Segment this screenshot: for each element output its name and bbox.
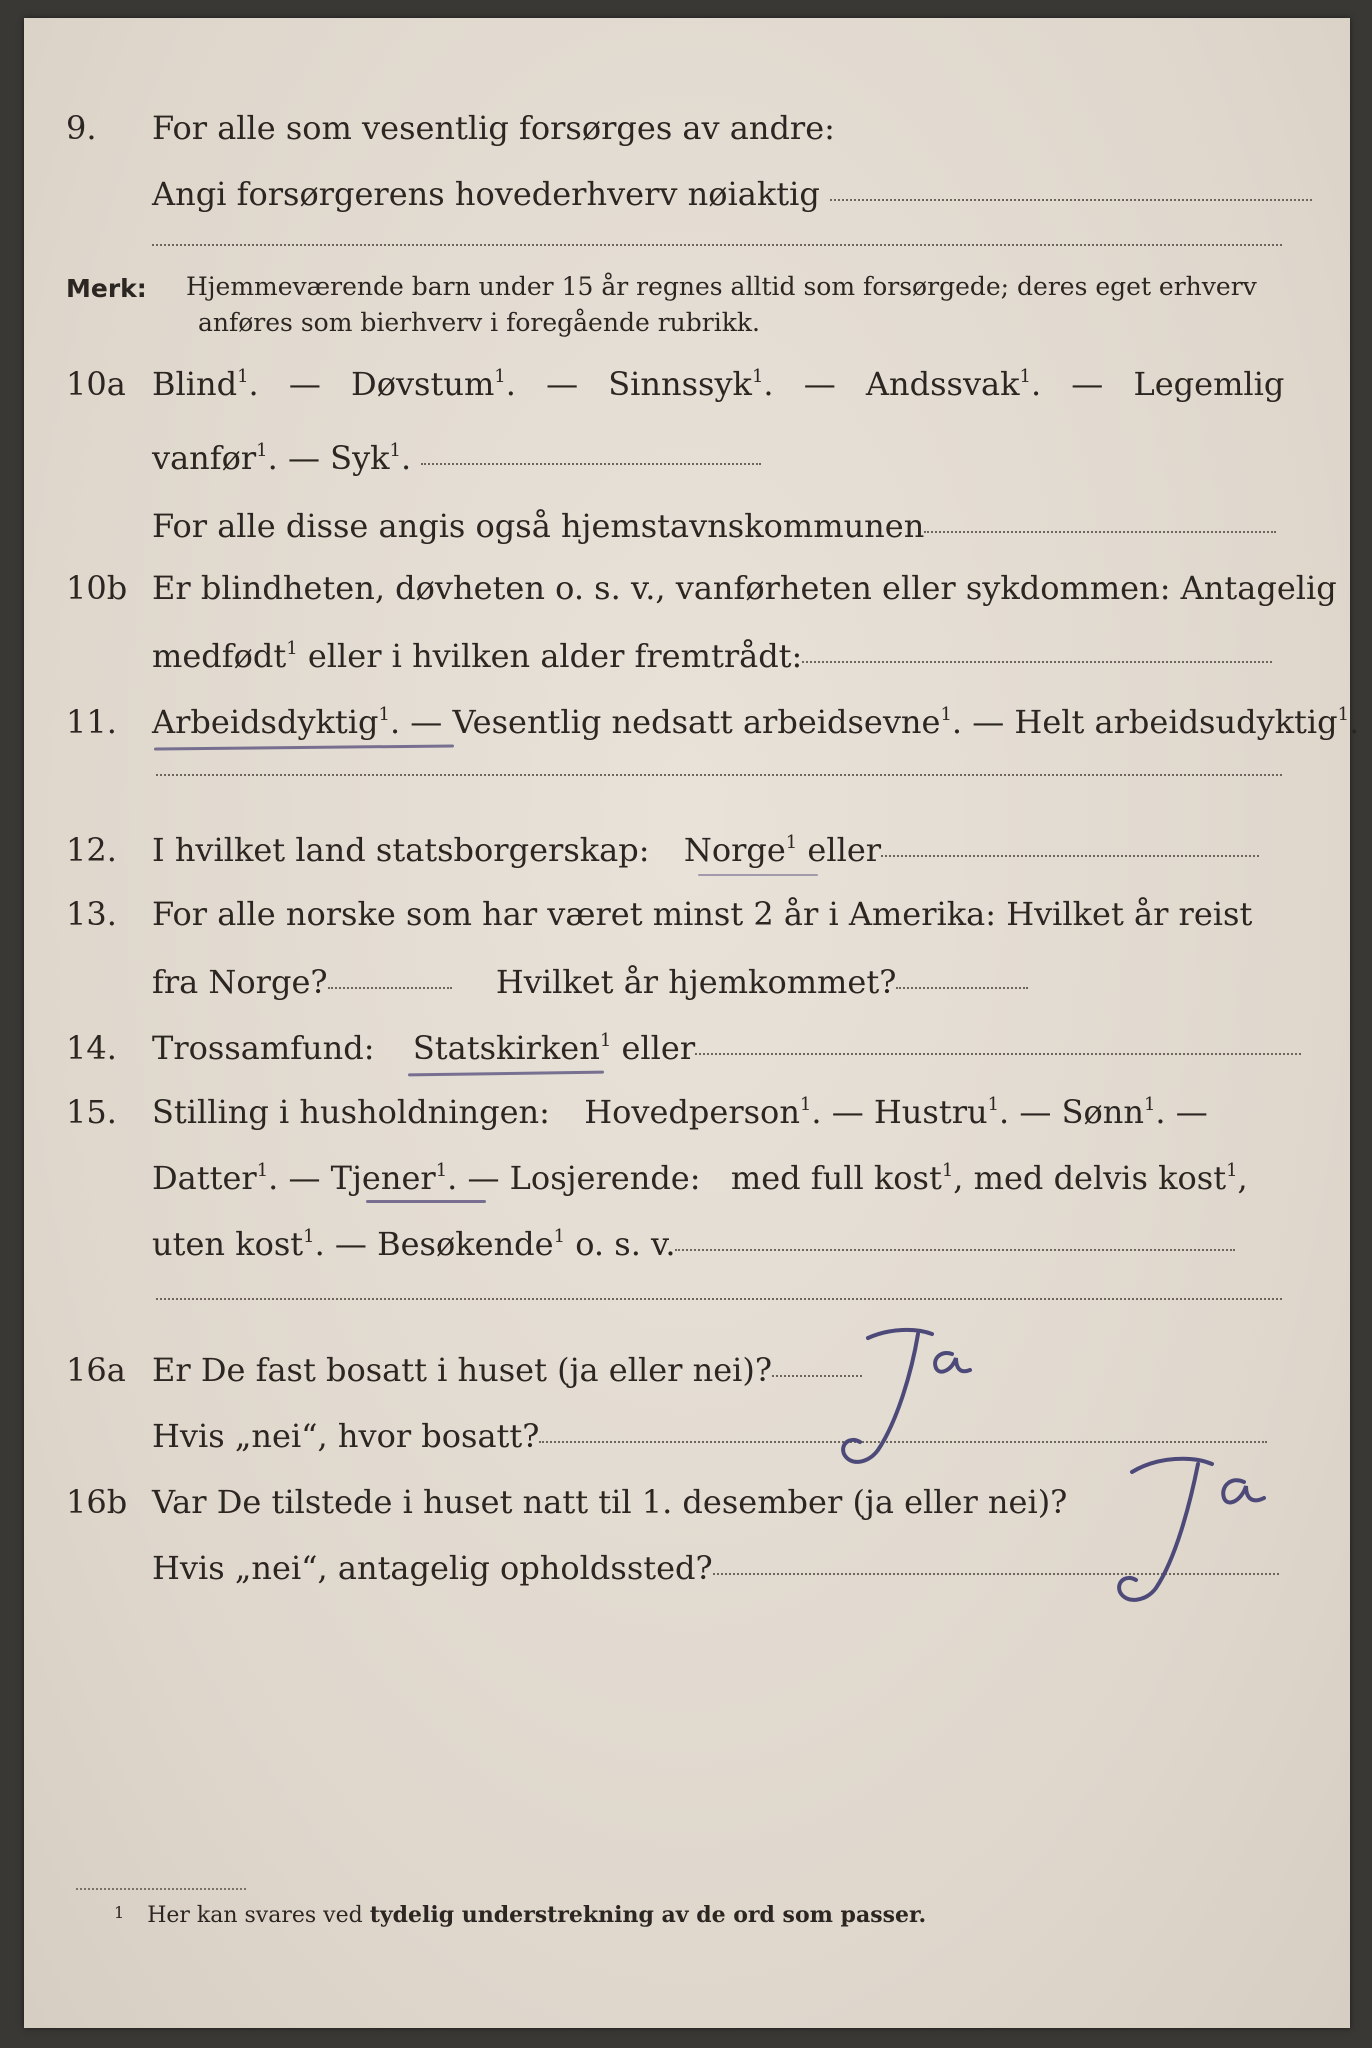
option-tjener[interactable]: Tjener [330, 1159, 436, 1197]
merk-text-line1: Hjemmeværende barn under 15 år regnes alltid som forsørgede; deres eget erhverv [186, 272, 1257, 301]
footnote-mark: 1 [1143, 1094, 1156, 1115]
footnote [114, 1902, 926, 1928]
handwritten-answer-16a [820, 1310, 990, 1484]
q12-number: 12. [66, 831, 117, 869]
option-blind[interactable]: Blind [152, 365, 238, 403]
option-statskirken[interactable]: Statskirken [412, 1029, 600, 1067]
option-besokende[interactable]: Besøkende [377, 1225, 554, 1263]
merk-label: Merk: [66, 274, 147, 303]
option-hustru[interactable]: Hustru [873, 1093, 988, 1131]
q10a-answer-line[interactable] [421, 463, 761, 465]
option-legemlig[interactable]: Legemlig [1133, 365, 1285, 403]
option-nedsatt-arbeidsevne[interactable]: Vesentlig nedsatt arbeidsevne [452, 703, 941, 741]
q15-answer-line[interactable] [675, 1249, 1235, 1251]
q9-answer-line[interactable] [830, 199, 1312, 201]
q10b-question: Er blindheten, døvheten o. s. v., vanførheten eller sykdommen: Antagelig [152, 569, 1337, 607]
q15-extra-line[interactable] [156, 1298, 1282, 1300]
q10b-answer-line[interactable] [802, 661, 1272, 663]
q16a-question: Er De fast bosatt i huset (ja eller nei)? [152, 1351, 773, 1389]
footnote-mark: 1 [940, 704, 952, 725]
option-losjerende: Losjerende: [509, 1159, 701, 1197]
footnote-mark: 1 [799, 1094, 812, 1115]
footnote-mark: 1 [941, 1160, 954, 1181]
footnote-mark: 1 [303, 1226, 315, 1247]
q9-prompt: Angi forsørgerens hovederhverv nøiaktig [152, 175, 820, 213]
handwriting-ja-16a [820, 1310, 990, 1480]
q16a-number: 16a [66, 1351, 126, 1389]
census-form-page: 9. For alle som vesentlig forsørges av andre: Angi forsørgerens hovederhverv nøiaktig Merk: Hjemmeværende barn under 15 år regnes alltid som forsørgede; deres eget erhverv anføres som bierhverv i foregående rubrikk. 10a Blind$^1$. — Døvstum$^1$. — Sinnssyk$^1$. — Andssvak$^1$. — Legemlig vanfør$^1$. — Syk$^1$. For alle disse angis også hjemstavnskommunen 10b Er blindheten, døvheten o. s. v., vanførheten eller sykdommen: Antagelig medfødt$^1$ eller i hvilken alder fremtrådt: 11. Arbeidsdyktig$^1$. — Vesentlig nedsatt arbeidsevne$^1$. — Helt arbeidsudyktig$^1$. 12. I hvilket land statsborgerskap: Norge$^1$ eller 13. For alle norske som har været minst 2 år i Amerika: Hvilket år reist fra Norge? Hvilket år hjemkommet? 14. Trossamfund: Statskirken$^1$ eller 15. Stilling i husholdningen: Hovedperson$^1$. — Hustru$^1$. — Sønn$^1$. — Datter$^1$. — Tjener$^1$. — Losjerende: med full kost$^1$, med delvis kost$^1$, uten kost$^1$. — Besøkende$^1$ o. s. v. 16a Er De fast bosatt i huset (ja eller nei)? Hvis „nei“, hvor bosatt? Ja 16b Var De tilstede i huset natt til 1. desember (ja eller nei)? Hvis „nei“, antagelig opholdssted? Ja 1 Her kan svares ved tydelig understrekning av de ord som passer. [24, 18, 1350, 2028]
footnote-mark: 1 [286, 638, 298, 659]
q13-fra-prompt: fra Norge? [152, 963, 328, 1001]
q12-answer-line[interactable] [881, 855, 1259, 857]
footnote-mark: 1 [114, 1903, 125, 1922]
option-arbeidsdyktig[interactable]: Arbeidsdyktig [152, 703, 379, 741]
q14-number: 14. [66, 1029, 117, 1067]
q13-number: 13. [66, 895, 117, 933]
q13-hjem-prompt: Hvilket år hjemkommet? [495, 963, 897, 1001]
footnote-mark: 1 [435, 1160, 448, 1181]
q15-question: Stilling i husholdningen: [152, 1093, 550, 1131]
q11-number: 11. [66, 703, 117, 741]
footnote-mark: 1 [599, 1030, 612, 1051]
q12-question: I hvilket land statsborgerskap: [152, 831, 650, 869]
q11-extra-line[interactable] [156, 774, 1282, 776]
answer-16a-text: Ja [970, 1470, 971, 1471]
option-datter[interactable]: Datter [152, 1159, 257, 1197]
option-syk[interactable]: Syk [330, 439, 390, 477]
q16b-number: 16b [66, 1483, 128, 1521]
footnote-bold-text: tydelig understrekning av de ord som passer. [369, 1902, 927, 1928]
option-vanfor[interactable]: vanfør [152, 439, 257, 477]
option-norge[interactable]: Norge [683, 831, 786, 869]
q9-question: For alle som vesentlig forsørges av andre: [152, 109, 835, 147]
q16b-hvis-prompt: Hvis „nei“, antagelig opholdssted? [152, 1549, 713, 1587]
footnote-rule [76, 1888, 246, 1890]
footnote-mark: 1 [751, 366, 764, 387]
footnote-mark: 1 [987, 1094, 1000, 1115]
option-hovedperson[interactable]: Hovedperson [584, 1093, 800, 1131]
footnote-mark: 1 [378, 704, 390, 725]
footnote-mark: 1 [1337, 704, 1350, 725]
pen-underline-tjener [366, 1200, 486, 1203]
q9-number: 9. [66, 109, 97, 147]
q14-answer-line[interactable] [695, 1053, 1301, 1055]
footnote-mark: 1 [389, 440, 401, 461]
q16b-question: Var De tilstede i huset natt til 1. desember (ja eller nei)? [152, 1483, 1068, 1521]
footnote-mark: 1 [256, 440, 268, 461]
option-full-kost[interactable]: med full kost [730, 1159, 942, 1197]
merk-text-line2: anføres som bierhverv i foregående rubrikk. [198, 308, 760, 337]
footnote-mark: 1 [494, 366, 506, 387]
footnote-mark: 1 [785, 832, 798, 853]
q15-number: 15. [66, 1093, 117, 1131]
option-sinnssyk[interactable]: Sinnssyk [608, 365, 752, 403]
q13-hjem-line[interactable] [896, 987, 1028, 989]
q13-fra-line[interactable] [328, 987, 452, 989]
q13-question: For alle norske som har været minst 2 år i Amerika: Hvilket år reist [152, 895, 1253, 933]
pen-underline-statskirken [408, 1071, 604, 1077]
q10a-hjemstavn-line[interactable] [924, 531, 1276, 533]
q10b-alder-prompt: eller i hvilken alder fremtrådt: [307, 637, 803, 675]
footnote-mark: 1 [1226, 1160, 1238, 1181]
footnote-mark: 1 [1019, 366, 1031, 387]
option-uten-kost[interactable]: uten kost [152, 1225, 304, 1263]
q9-extra-line[interactable] [152, 244, 1282, 246]
footnote-mark: 1 [553, 1226, 566, 1247]
option-andssvak[interactable]: Andssvak [865, 365, 1020, 403]
handwritten-answer-16b [1094, 1442, 1294, 1626]
option-arbeidsudyktig[interactable]: Helt arbeidsudyktig [1014, 703, 1338, 741]
option-dovstum[interactable]: Døvstum [351, 365, 495, 403]
option-delvis-kost[interactable]: med delvis kost [973, 1159, 1227, 1197]
q10a-hjemstavn-prompt: For alle disse angis også hjemstavnskommunen [152, 507, 925, 545]
answer-16b-text: Ja [1274, 1612, 1275, 1613]
q14-question: Trossamfund: [152, 1029, 375, 1067]
pen-underline-arbeidsdyktig [154, 744, 454, 750]
handwriting-ja-16b [1094, 1442, 1294, 1622]
q10b-number: 10b [66, 569, 128, 607]
pen-underline-norge [698, 874, 818, 876]
q10a-number: 10a [66, 365, 126, 403]
option-sonn[interactable]: Sønn [1061, 1093, 1144, 1131]
footnote-mark: 1 [256, 1160, 269, 1181]
option-medfodt[interactable]: medfødt [152, 637, 287, 675]
footnote-text: Her kan svares ved [147, 1903, 363, 1928]
q16a-hvis-prompt: Hvis „nei“, hvor bosatt? [152, 1417, 540, 1455]
footnote-mark: 1 [237, 366, 249, 387]
